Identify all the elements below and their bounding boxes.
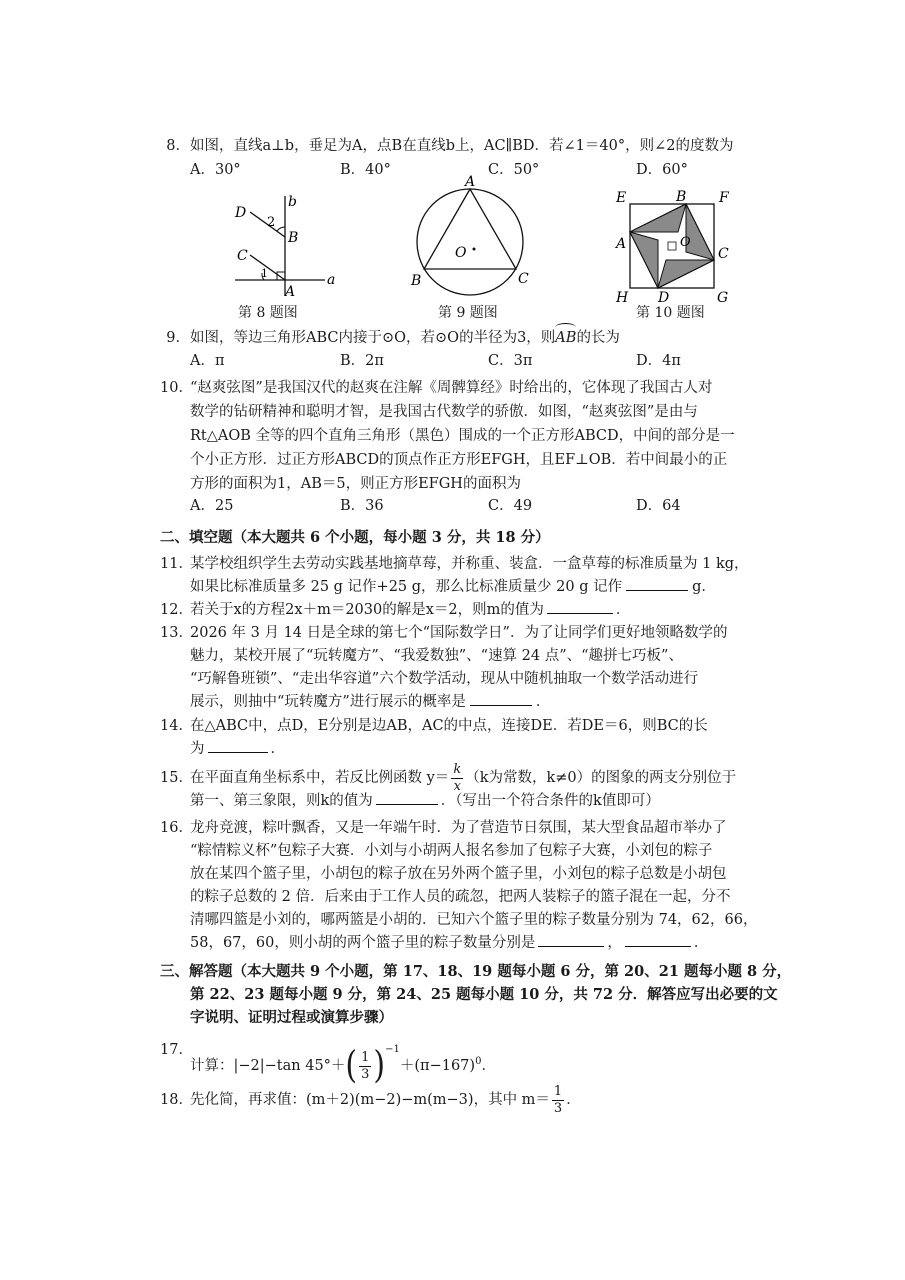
label-d: D [658, 290, 670, 306]
figure-q9-caption: 第 9 题图 [438, 305, 498, 321]
q16-line-4: 的粽子总数的 2 倍．后来由于工作人员的疏忽，把两人装粽子的篮子混在一起，分不 [190, 889, 731, 905]
q15-fraction [451, 762, 463, 795]
label-a: A [616, 236, 627, 252]
figure-q8 [225, 190, 345, 305]
label-c: C [718, 246, 729, 262]
q11-number: 11． [160, 556, 193, 572]
q8-option-d: D．60° [636, 162, 688, 178]
label-c: C [518, 271, 529, 287]
q16-line-3: 放在某四个篮子里，小胡包的粽子放在另外两个篮子里，小刘包的粽子总数是小胡包 [190, 866, 727, 882]
q13-last-pre: 展示，则抽中“玩转魔方”进行展示的概率是 [190, 694, 466, 710]
q8-option-a: A．30° [190, 162, 241, 178]
q10-option-c: C．49 [488, 498, 533, 514]
q17-right-paren: ) [373, 1043, 386, 1088]
q16-last-pre: 58，67，60，则小胡的两个篮子里的粽子数量分别是 [190, 935, 536, 951]
q18-expression [190, 1078, 805, 1122]
q9-option-a: A．π [190, 353, 225, 369]
q12-answer-blank[interactable] [547, 613, 613, 614]
q10-line-1: “赵爽弦图”是我国汉代的赵爽在注解《周髀算经》时给出的，它体现了我国古人对 [190, 380, 713, 396]
q16-line-5: 清哪四篮是小刘的，哪两篮是小胡的．已知六个篮子里的粽子数量分别为 74，62，66， [190, 912, 758, 928]
triangle-left [630, 232, 658, 288]
q15-post: （k为常数，k≠0）的图象的两支分别位于 [465, 770, 737, 786]
q13-line-1: 2026 年 3 月 14 日是全球的第七个“国际数学日”．为了让同学们更好地领略数学的 [190, 625, 728, 641]
triangle-right [686, 204, 714, 260]
q14-line-2-post: ． [270, 741, 285, 757]
q9-option-d: D．4π [636, 353, 681, 369]
q15-line-2-post: ．（写出一个符合条件的k值即可） [440, 793, 660, 809]
label-a-point: A [285, 284, 296, 300]
q14-number: 14． [160, 718, 193, 734]
q10-option-a: A．25 [190, 498, 234, 514]
q16-answer-blank-1[interactable] [538, 946, 604, 947]
q15-pre: 在平面直角坐标系中，若反比例函数 y＝ [190, 770, 450, 786]
label-b-point: B [288, 230, 299, 246]
q15-answer-blank[interactable] [376, 804, 438, 805]
label-f: F [719, 190, 729, 206]
label-b-line: b [288, 194, 297, 210]
section-2-title: 二、填空题（本大题共 6 个小题，每小题 3 分，共 18 分） [160, 529, 550, 546]
label-o: O [680, 235, 691, 250]
q14-answer-blank[interactable] [208, 752, 268, 753]
figure-q8-caption: 第 8 题图 [238, 305, 298, 321]
q18-frac-den: 3 [553, 1100, 563, 1116]
q16-last-mid: ， [607, 935, 622, 951]
label-d: D [235, 205, 247, 221]
figure-q10-caption: 第 10 题图 [636, 305, 705, 321]
q18-post: ． [566, 1092, 581, 1108]
q13-line-3: “巧解鲁班锁”、“走出华容道”六个数学活动，现从中随机抽取一个数学活动进行 [190, 671, 699, 687]
q11-line-2-post: g． [692, 579, 716, 595]
q9-stem-pre: 如图，等边三角形ABC内接于⊙O，若⊙O的半径为3，则 [190, 330, 556, 346]
label-o: O [455, 245, 467, 261]
q18-frac-num: 1 [553, 1083, 563, 1099]
figure-q10 [612, 186, 737, 306]
q18-pre: 先化简，再求值：(m＋2)(m−2)−m(m−3)，其中 m＝ [190, 1092, 550, 1108]
label-a: A [465, 175, 476, 190]
q13-last-post: ． [535, 694, 551, 710]
q14-line-2-pre: 为 [190, 741, 205, 757]
q16-line-1: 龙舟竞渡，粽叶飘香，又是一年端午时．为了营造节日氛围，某大型食品超市举办了 [190, 820, 727, 836]
q11-line-1: 某学校组织学生去劳动实践基地摘草莓，并称重、装盒．一盒草莓的标准质量为 1 kg， [190, 556, 749, 572]
arc-mark [555, 323, 576, 332]
q10-line-4: 个小正方形．过正方形ABCD的顶点作正方形EFGH，且EF⊥OB．若中间最小的正 [190, 452, 728, 468]
q12-post: ． [615, 602, 631, 618]
label-angle-1: 1 [261, 267, 268, 280]
q9-number: 9． [166, 330, 190, 346]
q12-line [190, 600, 805, 620]
label-e: E [616, 190, 627, 206]
q18-number: 18． [160, 1092, 193, 1108]
q8-stem: 如图，直线a⊥b，垂足为A，点B在直线b上，AC∥BD．若∠1＝40°，则∠2的度数为 [190, 138, 734, 154]
q15-line-2-pre: 第一、第三象限，则k的值为 [190, 793, 373, 809]
q10-option-b: B．36 [340, 498, 384, 514]
q15-frac-num: k [453, 761, 462, 777]
q13-number: 13． [160, 625, 193, 641]
q11-answer-blank[interactable] [626, 590, 688, 591]
q12-number: 12． [160, 602, 193, 618]
center-small-square [668, 242, 676, 250]
q9-stem [190, 328, 805, 348]
q10-line-3: Rt△AOB 全等的四个直角三角形（黑色）围成的一个正方形ABCD，中间的部分是一 [190, 428, 735, 444]
figure-q9 [405, 175, 540, 300]
q9-option-c: C．3π [488, 353, 533, 369]
q17-exp-2: 0 [475, 1056, 482, 1068]
angle-2-arc [277, 227, 285, 231]
q17-number: 17． [160, 1042, 193, 1058]
section-3-line-1: 三、解答题（本大题共 9 个小题，第 17、18、19 题每小题 6 分，第 20、21 题每小题 8 分， [160, 963, 792, 980]
q8-number: 8． [166, 138, 190, 154]
q10-number: 10． [160, 380, 193, 396]
q16-answer-blank-2[interactable] [625, 946, 691, 947]
q16-number: 16． [160, 820, 193, 836]
label-g: G [717, 290, 729, 306]
q18-fraction [552, 1084, 564, 1117]
label-b: B [676, 189, 687, 205]
q15-line-2 [190, 791, 805, 811]
q14-line-1: 在△ABC中，点D，E分别是边AB，AC的中点，连接DE．若DE＝6，则BC的长 [190, 718, 708, 734]
q11-line-2-pre: 如果比标准质量多 25 g 记作+25 g，那么比标准质量少 20 g 记作 [190, 579, 623, 595]
q10-option-d: D．64 [636, 498, 681, 514]
triangle-aob [630, 204, 686, 232]
center-point [473, 248, 476, 251]
q9-stem-post: 的长为 [576, 330, 620, 346]
q16-line-2: “粽情粽义杯”包粽子大赛．小刘与小胡两人报名参加了包粽子大赛，小刘包的粽子 [190, 843, 713, 859]
q16-last-post: ． [693, 935, 709, 951]
q9-arc-label: AB [555, 330, 577, 346]
q11-line-2 [190, 577, 805, 597]
q17-frac-num: 1 [361, 1049, 370, 1065]
q17-mid: ＋(π−167) [399, 1058, 476, 1074]
circle-o [417, 189, 523, 295]
q10-line-2: 数学的钻研精神和聪明才智，是我国古代数学的骄傲．如图，“赵爽弦图”是由与 [190, 404, 698, 420]
label-angle-2: 2 [267, 215, 276, 230]
q15-frac-den: x [453, 778, 461, 794]
triangle-abc [424, 189, 516, 269]
section-3-line-2: 第 22、23 题每小题 9 分，第 24、25 题每小题 10 分，共 72 分．解答应写出必要的文 [190, 986, 778, 1003]
q17-frac-den: 3 [361, 1066, 370, 1082]
q13-line-2: 魅力，某校开展了“玩转魔方”、“我爱数独”、“速算 24 点”、“趣拼七巧板”、 [190, 648, 683, 664]
q8-option-b: B．40° [340, 162, 391, 178]
q17-post: ． [481, 1058, 496, 1074]
q17-left-paren: ( [345, 1043, 358, 1088]
q8-option-c: C．50° [488, 162, 540, 178]
label-a-line: a [327, 272, 336, 288]
q9-option-b: B．2π [340, 353, 384, 369]
q16-line-6 [190, 933, 805, 953]
q12-pre: 若关于x的方程2x＋m＝2030的解是x＝2，则m的值为 [190, 602, 544, 618]
q10-line-5: 方形的面积为1，AB＝5，则正方形EFGH的面积为 [190, 476, 521, 492]
q13-line-4 [190, 692, 805, 712]
label-c: C [237, 248, 248, 264]
q13-answer-blank[interactable] [470, 705, 532, 706]
q17-pre: 计算：|−2|−tan 45°＋ [190, 1058, 346, 1074]
triangle-bottom [658, 260, 714, 288]
label-h: H [616, 290, 629, 306]
q17-exp-1: −1 [385, 1044, 400, 1055]
section-3-line-3: 字说明、证明过程或演算步骤） [190, 1009, 393, 1026]
label-b: B [411, 273, 422, 289]
q15-number: 15． [160, 770, 193, 786]
q9-arc [555, 328, 576, 348]
